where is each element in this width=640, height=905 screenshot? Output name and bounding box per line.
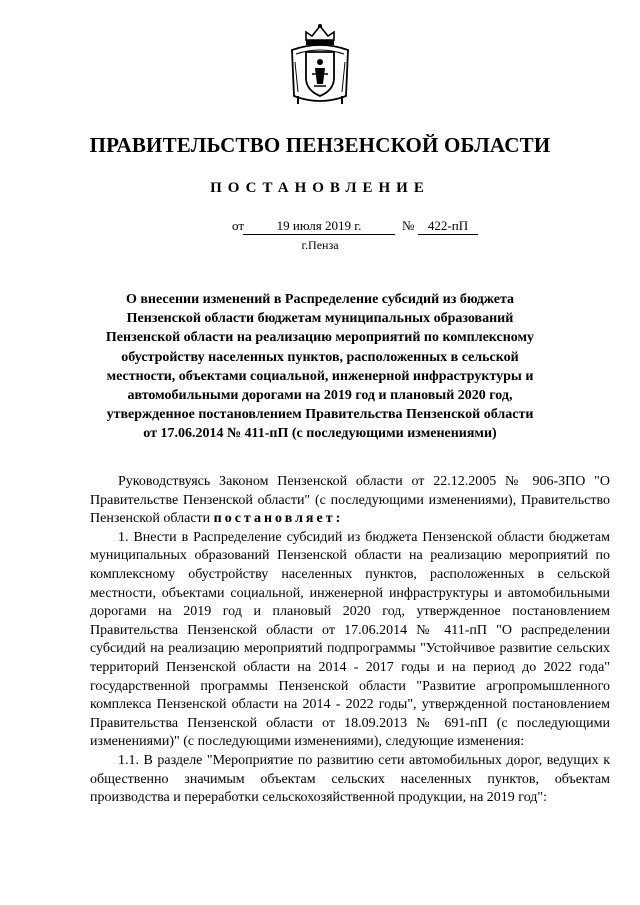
resolves-keyword: постановляет: <box>213 511 344 527</box>
organization-title: ПРАВИТЕЛЬСТВО ПЕНЗЕНСКОЙ ОБЛАСТИ <box>89 133 551 157</box>
number-prefix: № <box>402 218 415 233</box>
paragraph-1: 1. Внести в Распределение субсидий из бюджета Пензенской области бюджетам муниципальных образований Пензенской области на реализацию мероприятий по комплексному обустройству населенных пунктов, расположенных в сельской местности, объектами социальной, инженерной инфраструктуры и автомобильными дорогами на 2019 год и плановый 2020 год, утвержденное постановлением Правительства Пензенской области от 17.06.2014 № 411-пП "О распределении субсидий на реализацию мероприятий подпрограммы "Устойчивое развитие сельских территорий Пензенской области на 2014 - 2017 годы и на период до 2022 года" государственной программы Пензенской области "Развитие агропромышленного комплекса Пензенской области на 2014 - 2022 годы", утвержденной постановлением Правительства Пензенской области от 18.09.2013 № 691-пП (с последующими изменениями)" (с последующими изменениями), следующие изменения: <box>90 529 610 750</box>
coat-of-arms-icon <box>286 22 354 108</box>
paragraph-1-1: 1.1. В разделе "Мероприятие по развитию сети автомобильных дорог, ведущих к общественно значимым объектам сельских населенных пунктов, объектам производства и переработки сельскохозяйственной продукции, на 2019 год": <box>90 752 610 806</box>
decree-body <box>90 473 610 808</box>
decree-date: 19 июля 2019 г. <box>243 218 395 235</box>
city: г.Пенза <box>301 238 339 252</box>
preamble-text: Руководствуясь Законом Пензенской области от 22.12.2005 № 906-ЗПО "О Правительстве Пензенской области" (с последующими изменениями), Правительство Пензенской области <box>90 474 610 527</box>
decree-number: 422-пП <box>418 218 478 235</box>
date-prefix: от <box>232 218 245 233</box>
document-type: ПОСТАНОВЛЕНИЕ <box>210 180 430 196</box>
paragraph-preamble <box>90 473 610 529</box>
decree-subject: О внесении изменений в Распределение субсидий из бюджета Пензенской области бюджетам муниципальных образований Пензенской области на реализацию мероприятий по комплексному обустройству населенных пунктов, расположенных в сельской местности, объектами социальной, инженерной инфраструктуры и автомобильными дорогами на 2019 год и плановый 2020 год, утвержденное постановлением Правительства Пензенской области от 17.06.2014 № 411-пП (с последующими изменениями) <box>105 292 535 442</box>
